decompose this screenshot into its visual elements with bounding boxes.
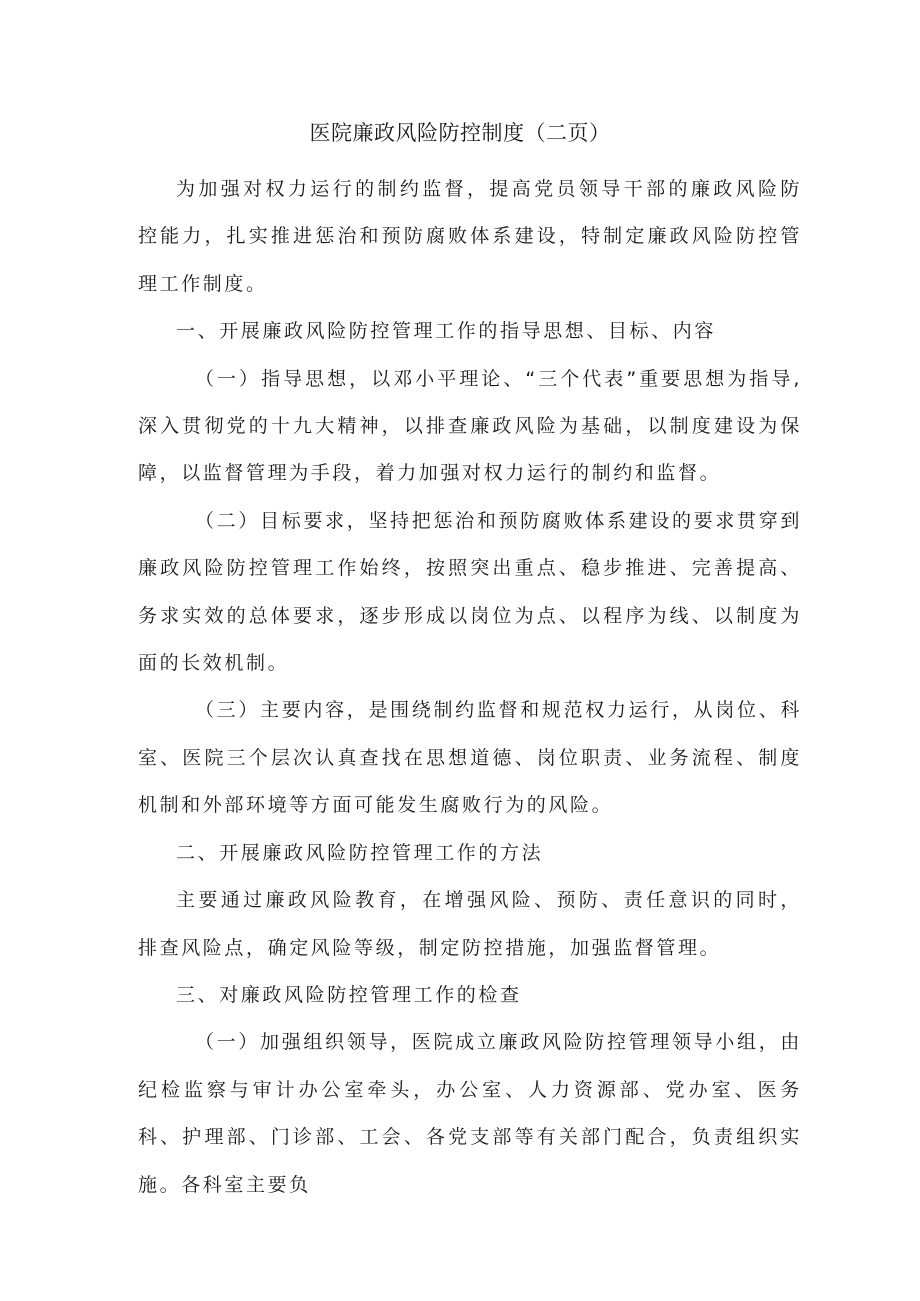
document-body bbox=[138, 166, 802, 1209]
document-title: 医院廉政风险防控制度（二页） bbox=[309, 121, 611, 145]
section-2-heading: 二、开展廉政风险防控管理工作的方法 bbox=[176, 841, 544, 864]
section-1-item-3: （三）主要内容，是围绕制约监督和规范权力运行，从岗位、科室、医院三个层次认真查找在思想道德、岗位职责、业务流程、制度机制和外部环境等方面可能发生腐败行为的风险。 bbox=[138, 699, 802, 817]
section-2-paragraph: 主要通过廉政风险教育，在增强风险、预防、责任意识的同时，排查风险点，确定风险等级，制定防控措施，加强监督管理。 bbox=[138, 889, 802, 959]
section-1-item-2: （二）目标要求，坚持把惩治和预防腐败体系建设的要求贯穿到廉政风险防控管理工作始终，按照突出重点、稳步推进、完善提高、务求实效的总体要求，逐步形成以岗位为点、以程序为线、以制度为面的长效机制。 bbox=[138, 509, 802, 675]
section-1-item-1: （一）指导思想，以邓小平理论、“三个代表”重要思想为指导,深入贯彻党的十九大精神，以排查廉政风险为基础，以制度建设为保障，以监督管理为手段，着力加强对权力运行的制约和监督。 bbox=[138, 367, 802, 485]
section-3-item-1: （一）加强组织领导，医院成立廉政风险防控管理领导小组，由纪检监察与审计办公室牵头，办公室、人力资源部、党办室、医务科、护理部、门诊部、工会、各党支部等有关部门配合，负责组织实施。各科室主要负 bbox=[138, 1031, 802, 1196]
section-3-heading: 三、对廉政风险防控管理工作的检查 bbox=[176, 983, 522, 1006]
intro-paragraph: 为加强对权力运行的制约监督，提高党员领导干部的廉政风险防控能力，扎实推进惩治和预防腐败体系建设，特制定廉政风险防控管理工作制度。 bbox=[138, 178, 802, 295]
section-1-heading: 一、开展廉政风险防控管理工作的指导思想、目标、内容 bbox=[176, 320, 717, 343]
